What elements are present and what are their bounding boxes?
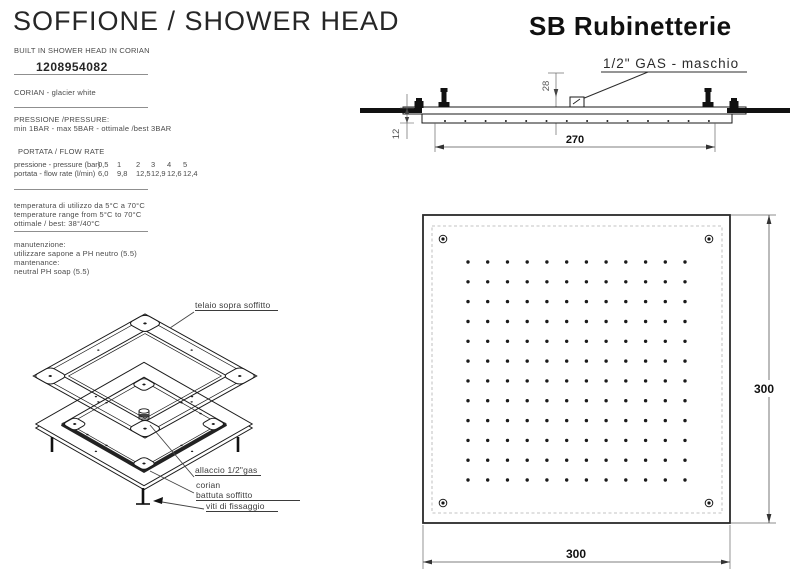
spray-hole: [585, 459, 588, 462]
dim-28-label: 28: [541, 80, 552, 92]
nozzle-dot: [586, 120, 588, 122]
spray-hole: [466, 320, 469, 323]
spray-hole: [644, 300, 647, 303]
flow-cell: 12,6: [167, 169, 182, 178]
flow-rate-title: PORTATA / FLOW RATE: [18, 147, 105, 156]
spray-hole: [545, 320, 548, 323]
spray-hole: [585, 419, 588, 422]
spray-hole: [565, 379, 568, 382]
spray-hole: [664, 439, 667, 442]
spray-hole: [486, 260, 489, 263]
spray-hole: [526, 359, 529, 362]
flow-cell: 12,4: [183, 169, 198, 178]
spray-hole: [644, 439, 647, 442]
product-code: 1208954082: [36, 60, 108, 74]
flow-cell: 12,9: [151, 169, 166, 178]
spray-hole: [565, 340, 568, 343]
fixing-bolt-large-left: [439, 88, 450, 107]
spray-hole: [604, 459, 607, 462]
spray-hole: [466, 379, 469, 382]
spray-hole: [585, 359, 588, 362]
nozzle-dot: [627, 120, 629, 122]
spray-hole: [624, 439, 627, 442]
spray-hole: [604, 260, 607, 263]
fixing-bolt-large-right: [703, 88, 714, 107]
nozzle-dot: [708, 120, 710, 122]
fixing-bolt-small-right: [730, 98, 739, 108]
spray-hole: [466, 459, 469, 462]
spray-hole: [565, 419, 568, 422]
gas-connection-box: [570, 97, 584, 107]
spray-hole: [466, 340, 469, 343]
pressure-title: PRESSIONE /PRESSURE:: [14, 115, 110, 124]
spray-hole: [545, 439, 548, 442]
spray-hole: [526, 478, 529, 481]
top-view-svg: [398, 193, 800, 581]
spray-hole: [565, 280, 568, 283]
spray-hole: [664, 320, 667, 323]
brand-logo: SB Rubinetterie: [529, 11, 732, 41]
gas-connection-label: 1/2" GAS - maschio: [603, 56, 740, 71]
spray-hole: [644, 359, 647, 362]
spray-hole: [585, 320, 588, 323]
spray-hole: [506, 379, 509, 382]
spray-hole: [624, 478, 627, 481]
material-spec: CORIAN - glacier white: [14, 88, 96, 97]
spray-hole: [486, 340, 489, 343]
temperature-line: ottimale / best: 38°/40°C: [14, 219, 101, 228]
nozzle-dot: [566, 120, 568, 122]
spray-hole: [624, 419, 627, 422]
top-view-drawing: [398, 193, 800, 581]
label-corian-line2: battuta soffitto: [196, 490, 300, 501]
page-title: SOFFIONE / SHOWER HEAD: [13, 6, 400, 36]
spray-hole: [545, 419, 548, 422]
leader-line: [582, 72, 648, 99]
spray-hole: [604, 300, 607, 303]
exploded-view-drawing: [8, 285, 318, 581]
spray-hole: [506, 459, 509, 462]
nozzle-dot: [505, 120, 507, 122]
maintenance-line: mantenance:: [14, 258, 60, 267]
spray-hole: [585, 478, 588, 481]
spray-hole: [565, 439, 568, 442]
spray-hole: [545, 300, 548, 303]
spray-hole: [683, 320, 686, 323]
flow-cell: 4: [167, 160, 172, 169]
dim-270-label: 270: [565, 134, 585, 146]
spray-hole: [683, 399, 686, 402]
spray-hole: [683, 419, 686, 422]
spray-hole: [624, 459, 627, 462]
spray-hole: [624, 280, 627, 283]
spray-hole: [486, 478, 489, 481]
nozzle-dot: [464, 120, 466, 122]
flow-row-label: portata - flow rate (l/min): [14, 169, 96, 178]
spray-hole: [604, 340, 607, 343]
maintenance-line: utilizzare sapone a PH neutro (5.5): [14, 249, 137, 258]
dim-arrow: [767, 514, 772, 523]
dim-arrow: [405, 117, 409, 123]
spray-hole: [664, 419, 667, 422]
spray-hole: [585, 340, 588, 343]
spray-hole: [624, 260, 627, 263]
spray-hole: [664, 300, 667, 303]
spray-hole: [624, 300, 627, 303]
spray-hole: [664, 340, 667, 343]
spray-hole: [506, 300, 509, 303]
spray-hole: [565, 359, 568, 362]
spray-hole: [604, 320, 607, 323]
maintenance-line: manutenzione:: [14, 240, 66, 249]
spray-hole: [624, 379, 627, 382]
spray-hole: [644, 260, 647, 263]
nozzle-dot: [606, 120, 608, 122]
pressure-range: min 1BAR - max 5BAR - ottimale /best 3BAR: [14, 124, 172, 133]
spray-hole: [604, 439, 607, 442]
spray-hole: [486, 439, 489, 442]
flow-row-label: pressione - pressure (bar): [14, 160, 101, 169]
exploded-view-svg: [8, 285, 318, 581]
spray-hole: [545, 340, 548, 343]
spray-hole: [683, 340, 686, 343]
spray-hole: [683, 459, 686, 462]
flow-cell: 5: [183, 160, 188, 169]
spray-hole: [545, 399, 548, 402]
flow-cell: 9,8: [117, 169, 128, 178]
label-ceiling-frame: telaio sopra soffitto: [195, 300, 278, 311]
divider: [14, 189, 148, 190]
spray-hole: [683, 359, 686, 362]
nozzle-dot: [647, 120, 649, 122]
corian-plate: [422, 114, 732, 123]
spray-hole: [624, 320, 627, 323]
spray-hole: [624, 340, 627, 343]
spray-hole: [624, 399, 627, 402]
spray-hole: [506, 419, 509, 422]
spray-hole: [466, 280, 469, 283]
spray-hole: [683, 478, 686, 481]
label-fixing-screws: viti di fissaggio: [206, 501, 278, 512]
spray-hole: [565, 300, 568, 303]
spray-hole: [604, 379, 607, 382]
spray-hole: [585, 300, 588, 303]
product-subtitle: BUILT IN SHOWER HEAD IN CORIAN: [14, 46, 150, 55]
nozzle-dot: [444, 120, 446, 122]
frame-plate: [403, 107, 746, 114]
leader-arrow: [153, 497, 163, 504]
nozzle-dot: [485, 120, 487, 122]
flow-cell: 6,0: [98, 169, 109, 178]
flow-cell: 3: [151, 160, 156, 169]
label-gas-connection: allaccio 1/2"gas: [195, 465, 261, 476]
spray-hole: [466, 439, 469, 442]
spray-hole: [526, 419, 529, 422]
spray-hole: [545, 379, 548, 382]
spray-hole: [664, 359, 667, 362]
nozzle-dot: [546, 120, 548, 122]
side-view-svg: [355, 48, 800, 163]
spray-hole: [545, 359, 548, 362]
spray-hole: [683, 260, 686, 263]
spray-hole: [604, 419, 607, 422]
spray-hole: [664, 478, 667, 481]
spray-hole: [526, 459, 529, 462]
spray-hole: [565, 478, 568, 481]
spray-hole: [683, 439, 686, 442]
spray-hole: [486, 359, 489, 362]
divider: [14, 107, 148, 108]
spray-hole: [486, 459, 489, 462]
fixing-bolt-small-left: [415, 98, 424, 108]
spray-hole: [644, 459, 647, 462]
spray-hole: [585, 399, 588, 402]
spray-hole: [526, 340, 529, 343]
spray-hole: [664, 260, 667, 263]
dim-arrow: [706, 145, 715, 150]
spray-hole: [526, 379, 529, 382]
spray-hole: [486, 320, 489, 323]
spray-hole: [526, 300, 529, 303]
spray-hole: [526, 280, 529, 283]
spray-hole: [545, 459, 548, 462]
temperature-line: temperature range from 5°C to 70°C: [14, 210, 142, 219]
flow-cell: 1: [117, 160, 122, 169]
spray-hole: [486, 419, 489, 422]
nozzle-dot: [688, 120, 690, 122]
spray-hole: [683, 280, 686, 283]
spray-hole: [526, 399, 529, 402]
spray-hole: [604, 359, 607, 362]
dim-300-right-label: 300: [753, 382, 775, 396]
spray-hole: [683, 379, 686, 382]
dim-arrow: [721, 560, 730, 565]
spray-hole: [526, 260, 529, 263]
spray-hole: [644, 280, 647, 283]
spray-hole: [604, 280, 607, 283]
spray-hole: [545, 260, 548, 263]
spray-hole: [506, 359, 509, 362]
spray-hole: [664, 459, 667, 462]
spray-hole: [486, 399, 489, 402]
spray-hole: [526, 439, 529, 442]
spray-hole: [466, 478, 469, 481]
dim-arrow: [423, 560, 432, 565]
spray-hole: [585, 280, 588, 283]
spray-hole: [585, 439, 588, 442]
spray-hole: [644, 478, 647, 481]
spray-hole: [565, 320, 568, 323]
spray-hole: [644, 379, 647, 382]
spray-hole: [664, 379, 667, 382]
nozzle-dot: [525, 120, 527, 122]
spray-hole: [644, 320, 647, 323]
spray-hole: [466, 399, 469, 402]
spray-hole: [604, 478, 607, 481]
spray-hole: [506, 439, 509, 442]
side-view-drawing: [355, 48, 800, 163]
spray-hole: [565, 459, 568, 462]
dim-arrow: [767, 215, 772, 224]
spray-hole: [624, 359, 627, 362]
ceiling-right: [727, 108, 790, 113]
label-corian-line1: corian: [196, 480, 221, 490]
spray-hole: [506, 260, 509, 263]
spray-hole: [486, 300, 489, 303]
spray-hole: [644, 340, 647, 343]
spray-hole: [506, 478, 509, 481]
spray-hole: [486, 379, 489, 382]
spray-hole: [506, 320, 509, 323]
spray-hole: [664, 280, 667, 283]
divider: [14, 74, 148, 75]
spray-hole: [466, 300, 469, 303]
dim-arrow: [554, 89, 559, 97]
spray-hole: [664, 399, 667, 402]
dim-12-label: 12: [391, 128, 402, 140]
spray-hole: [565, 399, 568, 402]
spray-hole: [506, 280, 509, 283]
spray-hole: [545, 478, 548, 481]
spray-hole: [466, 359, 469, 362]
flow-cell: 0,5: [98, 160, 109, 169]
spray-hole: [526, 320, 529, 323]
spray-hole: [486, 280, 489, 283]
spray-hole: [585, 379, 588, 382]
flow-cell: 12,5: [136, 169, 151, 178]
spray-hole: [604, 399, 607, 402]
nozzle-dot: [667, 120, 669, 122]
spray-hole: [565, 260, 568, 263]
divider: [14, 231, 148, 232]
spray-hole: [585, 260, 588, 263]
spray-hole: [466, 260, 469, 263]
flow-cell: 2: [136, 160, 141, 169]
spray-hole: [506, 340, 509, 343]
dim-300-bottom-label: 300: [565, 547, 587, 561]
dim-arrow: [435, 145, 444, 150]
spray-hole: [545, 280, 548, 283]
ceiling-left: [360, 108, 422, 113]
spray-hole: [506, 399, 509, 402]
spray-hole: [644, 399, 647, 402]
spray-hole: [683, 300, 686, 303]
temperature-line: temperatura di utilizzo da 5°C a 70°C: [14, 201, 145, 210]
spray-hole: [466, 419, 469, 422]
maintenance-line: neutral PH soap (5.5): [14, 267, 90, 276]
spray-hole: [644, 419, 647, 422]
